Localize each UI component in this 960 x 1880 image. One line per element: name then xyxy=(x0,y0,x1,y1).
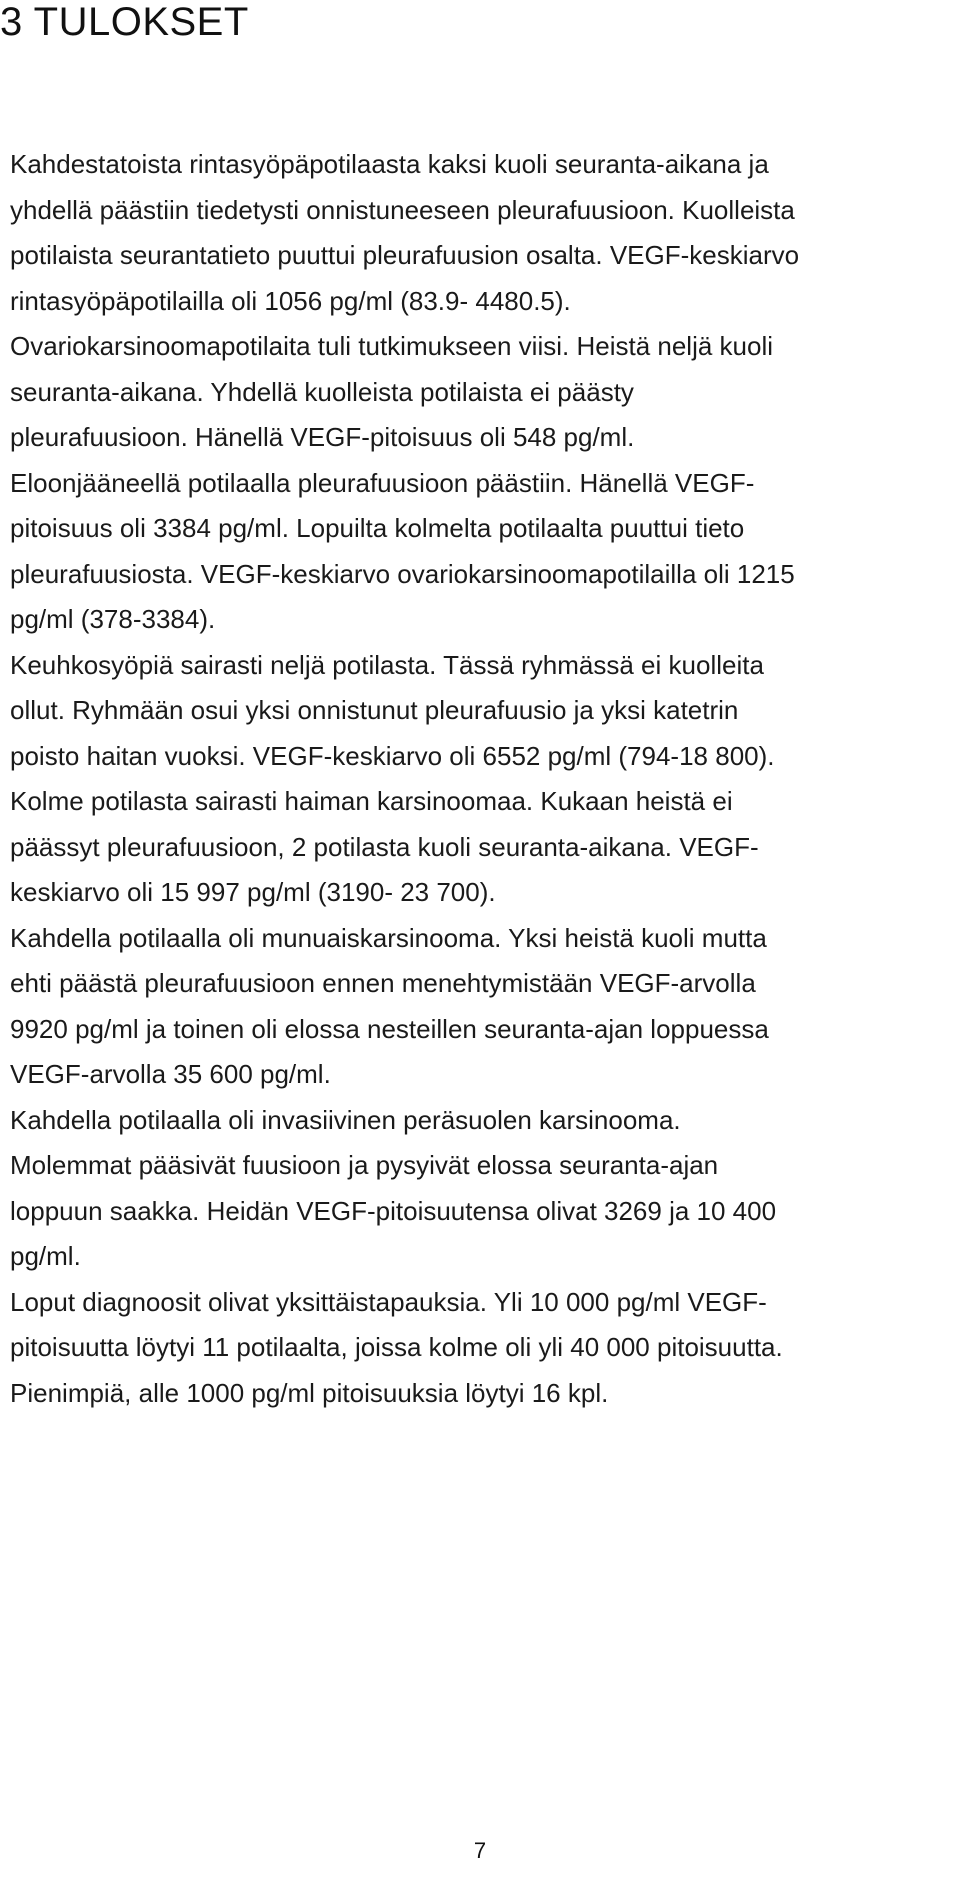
text-line: Ovariokarsinoomapotilaita tuli tutkimukseen viisi. Heistä neljä kuoli xyxy=(10,331,774,361)
paragraph-ovarian-cancer xyxy=(10,324,940,643)
paragraph-rectal-cancer xyxy=(10,1098,940,1280)
text-line: potilaista seurantatieto puuttui pleurafuusion osalta. VEGF-keskiarvo xyxy=(10,240,800,270)
text-line: pitoisuus oli 3384 pg/ml. Lopuilta kolmelta potilaalta puuttui tieto xyxy=(10,513,745,543)
paragraph-other-diagnoses xyxy=(10,1280,940,1417)
paragraph-kidney-cancer xyxy=(10,916,940,1098)
text-line: Pienimpiä, alle 1000 pg/ml pitoisuuksia löytyi 16 kpl. xyxy=(10,1377,609,1408)
paragraph-lung-cancer xyxy=(10,643,940,780)
text-line: ollut. Ryhmään osui yksi onnistunut pleurafuusio ja yksi katetrin xyxy=(10,695,739,725)
text-line: ehti päästä pleurafuusioon ennen menehtymistään VEGF-arvolla xyxy=(10,968,756,998)
text-line: Kahdestatoista rintasyöpäpotilaasta kaksi kuoli seuranta-aikana ja xyxy=(10,149,769,179)
text-line: Kahdella potilaalla oli munuaiskarsinooma. Yksi heistä kuoli mutta xyxy=(10,922,767,953)
text-line: Eloonjääneellä potilaalla pleurafuusioon päästiin. Hänellä VEGF- xyxy=(10,467,755,498)
text-line: yhdellä päästiin tiedetysti onnistuneeseen pleurafuusioon. Kuolleista xyxy=(10,194,795,225)
text-line: pleurafuusiosta. VEGF-keskiarvo ovariokarsinoomapotilailla oli 1215 xyxy=(10,558,795,589)
page-number: 7 xyxy=(473,1838,487,1863)
text-line: Kolme potilasta sairasti haiman karsinoomaa. Kukaan heistä ei xyxy=(10,786,733,816)
text-line: VEGF-arvolla 35 600 pg/ml. xyxy=(10,1059,331,1089)
text-line: pleurafuusioon. Hänellä VEGF-pitoisuus oli 548 pg/ml. xyxy=(10,422,635,452)
text-line: päässyt pleurafuusioon, 2 potilasta kuoli seuranta-aikana. VEGF- xyxy=(10,831,759,862)
section-heading: 3 TULOKSET xyxy=(0,0,249,44)
text-line: poisto haitan vuoksi. VEGF-keskiarvo oli 6552 pg/ml (794-18 800). xyxy=(10,740,775,771)
text-line: pg/ml (378-3384). xyxy=(10,604,216,634)
text-line: pitoisuutta löytyi 11 potilaalta, joissa kolme oli yli 40 000 pitoisuutta. xyxy=(10,1332,783,1362)
text-line: Kahdella potilaalla oli invasiivinen peräsuolen karsinooma. xyxy=(10,1104,681,1135)
text-line: 9920 pg/ml ja toinen oli elossa nesteillen seuranta-ajan loppuessa xyxy=(10,1013,769,1044)
paragraph-pancreatic-cancer xyxy=(10,779,940,916)
text-line: loppuun saakka. Heidän VEGF-pitoisuutensa olivat 3269 ja 10 400 xyxy=(10,1195,777,1226)
text-line: pg/ml. xyxy=(10,1241,81,1271)
text-line: Molemmat pääsivät fuusioon ja pysyivät elossa seuranta-ajan xyxy=(10,1150,719,1180)
text-line: Loput diagnoosit olivat yksittäistapauksia. Yli 10 000 pg/ml VEGF- xyxy=(10,1286,767,1317)
text-line: seuranta-aikana. Yhdellä kuolleista potilaista ei päästy xyxy=(10,376,634,407)
text-line: Keuhkosyöpiä sairasti neljä potilasta. Tässä ryhmässä ei kuolleita xyxy=(10,649,764,680)
text-line: rintasyöpäpotilailla oli 1056 pg/ml (83.9- 4480.5). xyxy=(10,285,571,316)
paragraph-breast-cancer xyxy=(10,142,940,324)
results-text xyxy=(10,142,940,1416)
text-line: keskiarvo oli 15 997 pg/ml (3190- 23 700). xyxy=(10,877,496,907)
